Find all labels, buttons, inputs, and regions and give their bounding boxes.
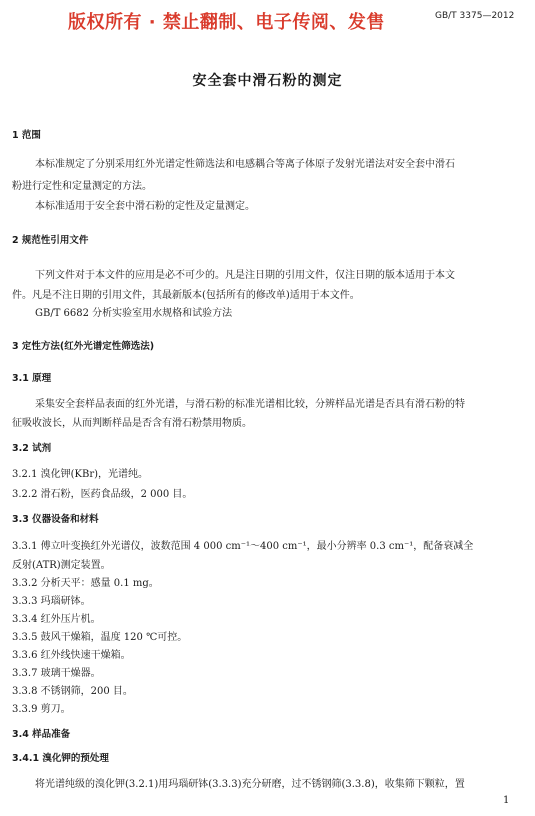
clause-line: 3.3.9 剪刀。: [12, 704, 71, 715]
paragraph-line: 件。凡是不注日期的引用文件，其最新版本(包括所有的修改单)适用于本文件。: [12, 290, 360, 301]
paragraph-line: 本标准适用于安全套中滑石粉的定性及定量测定。: [35, 201, 255, 212]
subsection-heading: 3.4 样品准备: [12, 729, 71, 740]
page-number: 1: [503, 795, 510, 806]
clause-line: 3.2.1 溴化钾(KBr)，光谱纯。: [12, 469, 149, 480]
clause-line: 3.3.8 不锈钢筛，200 目。: [12, 686, 133, 697]
clause-line: 反射(ATR)测定装置。: [12, 560, 111, 571]
paragraph-line: 本标准规定了分别采用红外光谱定性筛选法和电感耦合等离子体原子发射光谱法对安全套中滑石: [35, 159, 455, 170]
paragraph-line: 采集安全套样品表面的红外光谱，与滑石粉的标准光谱相比较，分辨样品光谱是否具有滑石粉的特: [35, 399, 465, 410]
clause-line: 3.3.7 玻璃干燥器。: [12, 668, 101, 679]
clause-line: 3.3.5 鼓风干燥箱，温度 120 ℃可控。: [12, 632, 188, 643]
paragraph-line: 下列文件对于本文件的应用是必不可少的。凡是注日期的引用文件，仅注日期的版本适用于本文: [35, 270, 455, 281]
clause-line: 3.3.2 分析天平：感量 0.1 mg。: [12, 578, 159, 589]
document-title: 安全套中滑石粉的测定: [192, 73, 343, 89]
subsection-heading: 3.3 仪器设备和材料: [12, 514, 99, 525]
clause-line: 3.3.4 红外压片机。: [12, 614, 101, 625]
subsubsection-heading: 3.4.1 溴化钾的预处理: [12, 753, 109, 764]
clause-line: 3.3.6 红外线快速干燥箱。: [12, 650, 131, 661]
clause-line: 3.3.1 傅立叶变换红外光谱仪，波数范围 4 000 cm⁻¹～400 cm⁻¹，最小分辨率 0.3 cm⁻¹，配备衰减全: [12, 541, 474, 552]
clause-line: 3.2.2 滑石粉，医药食品级，2 000 目。: [12, 489, 193, 500]
paragraph-line: 将光谱纯级的溴化钾(3.2.1)用玛瑙研钵(3.3.3)充分研磨，过不锈钢筛(3.3.8)，收集筛下颗粒，置: [35, 779, 465, 790]
section-1-heading: 1 范围: [12, 130, 41, 141]
subsection-heading: 3.2 试剂: [12, 443, 52, 454]
section-3-heading: 3 定性方法(红外光谱定性筛选法): [12, 341, 155, 352]
clause-line: 3.3.3 玛瑙研钵。: [12, 596, 91, 607]
standard-number: GB/T 3375—2012: [435, 11, 515, 21]
paragraph-line: 征吸收波长，从而判断样品是否含有滑石粉禁用物质。: [12, 418, 252, 429]
reference-line: GB/T 6682 分析实验室用水规格和试验方法: [35, 308, 233, 319]
section-2-heading: 2 规范性引用文件: [12, 235, 89, 246]
subsection-heading: 3.1 原理: [12, 373, 52, 384]
copyright-banner: 版权所有 · 禁止翻制、电子传阅、发售: [68, 12, 385, 33]
paragraph-line: 粉进行定性和定量测定的方法。: [12, 181, 152, 192]
